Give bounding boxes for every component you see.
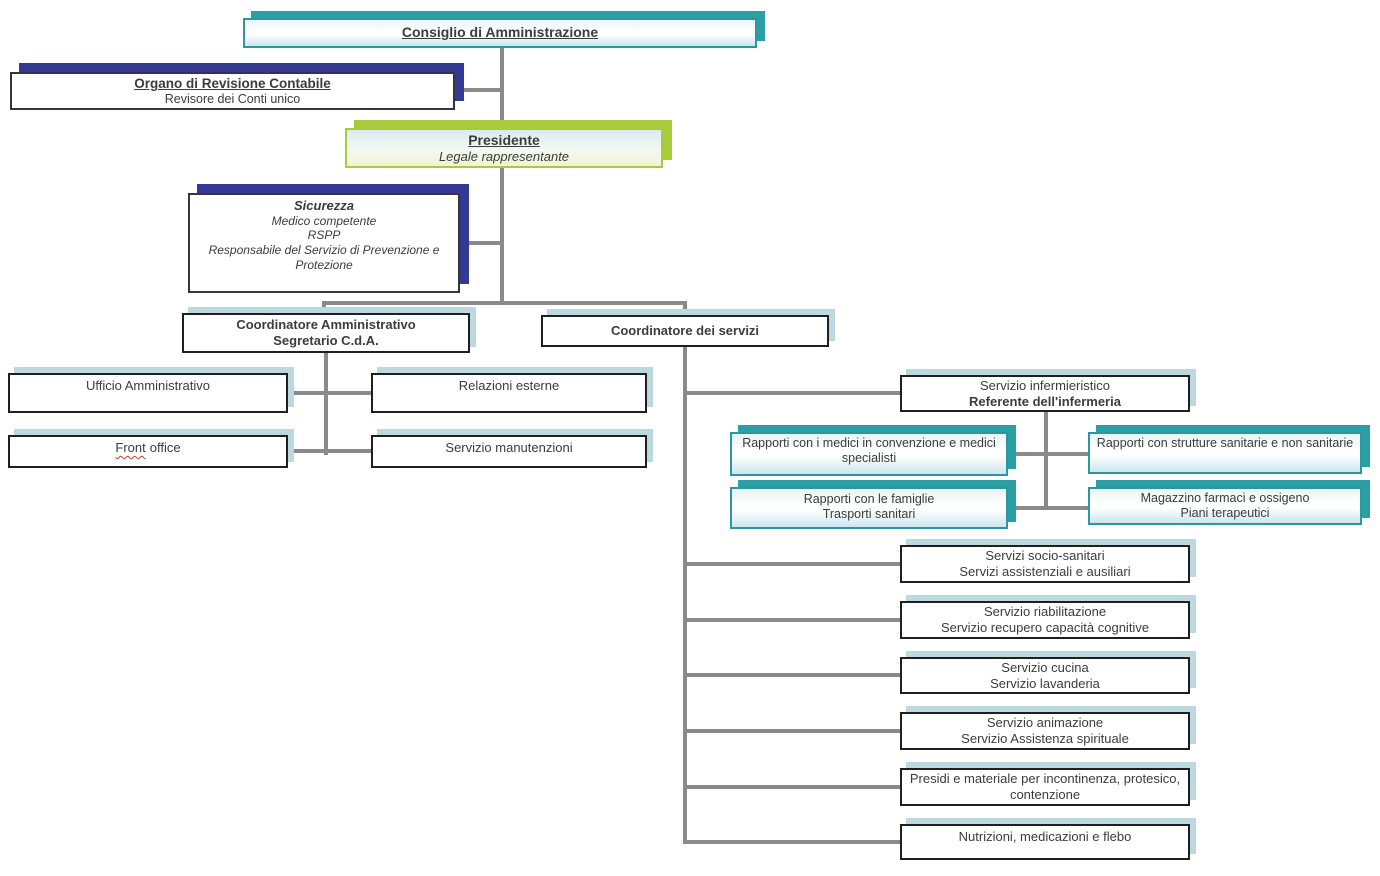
node-coordinatore-amministrativo — [182, 313, 470, 353]
node-line: Servizio infermieristico — [979, 378, 1111, 393]
node-title: Nutrizioni, medicazioni e flebo — [958, 829, 1132, 844]
connector-branch-nutrizioni — [683, 840, 900, 844]
node-subtitle: Revisore dei Conti unico — [164, 92, 301, 107]
node-subtitle: Legale rappresentante — [438, 148, 570, 164]
node-line: Trasporti sanitari — [822, 507, 916, 522]
node-line: Servizio animazione — [986, 715, 1104, 730]
node-line: Servizi socio-sanitari — [985, 548, 1105, 563]
connector-branch-presidi — [683, 785, 900, 789]
node-rapporti-strutture-sanitarie — [1088, 432, 1362, 474]
node-title: Presidi e materiale per incontinenza, protesico, contenzione — [909, 771, 1181, 802]
node-line: Medico competente — [271, 213, 377, 228]
connector-branch-riabilitazione — [683, 618, 900, 622]
node-coordinatore-dei-servizi — [541, 315, 829, 347]
node-line: Servizio recupero capacità cognitive — [940, 619, 1150, 635]
node-front-office — [8, 435, 288, 468]
node-line: Responsabile del Servizio di Prevenzione e Protezione — [208, 243, 440, 272]
node-presidi-materiale — [900, 768, 1190, 806]
node-presidente — [345, 128, 663, 168]
connector-amministrativo-trunk — [324, 353, 328, 455]
connector-split-horizontal — [322, 301, 687, 305]
connector-branch-socio-sanitari — [683, 562, 900, 566]
node-line: Referente dell'infermeria — [969, 393, 1121, 409]
node-sicurezza — [188, 193, 460, 293]
node-rapporti-famiglie — [730, 487, 1008, 529]
node-line: Servizio cucina — [1001, 660, 1089, 675]
node-title: Organo di Revisione Contabile — [134, 76, 331, 91]
node-nutrizioni — [900, 824, 1190, 860]
node-title: Presidente — [468, 131, 540, 148]
node-servizio-cucina — [900, 657, 1190, 694]
node-line: Magazzino farmaci e ossigeno — [1140, 491, 1310, 505]
connector-amm-row1 — [288, 391, 372, 395]
connector-sicurezza-trunk — [460, 241, 504, 245]
connector-branch-animazione — [683, 729, 900, 733]
connector-cluster-row1 — [1008, 452, 1088, 456]
node-line: Coordinatore Amministrativo — [236, 317, 416, 333]
node-consiglio-di-amministrazione — [243, 18, 757, 48]
node-magazzino-farmaci — [1088, 487, 1362, 525]
node-title: Consiglio di Amministrazione — [401, 24, 599, 41]
node-line: Segretario C.d.A. — [273, 333, 379, 348]
node-title: Ufficio Amministrativo — [85, 378, 210, 393]
node-line: Rapporti con le famiglie — [803, 492, 935, 506]
connector-amm-row2 — [288, 449, 372, 453]
node-line: Servizio riabilitazione — [983, 604, 1107, 619]
node-line: Servizio Assistenza spirituale — [961, 730, 1129, 746]
node-relazioni-esterne — [371, 373, 647, 413]
connector-cluster-row2 — [1008, 506, 1088, 510]
node-organo-revisione-contabile — [10, 72, 455, 110]
connector-presidente-split — [500, 166, 504, 305]
connector-infermeria-cluster — [1044, 412, 1048, 510]
node-line: Servizio lavanderia — [990, 675, 1100, 691]
connector-split-hook-right — [683, 301, 687, 315]
node-title: Coordinatore dei servizi — [610, 323, 760, 339]
node-title-word: office — [149, 440, 181, 455]
node-servizio-animazione — [900, 712, 1190, 750]
node-title-misspelled-word: Front — [115, 440, 146, 455]
node-servizio-riabilitazione — [900, 601, 1190, 639]
node-servizi-socio-sanitari — [900, 545, 1190, 583]
node-line: Piani terapeutici — [1180, 506, 1270, 521]
connector-branch-cucina — [683, 673, 900, 677]
node-ufficio-amministrativo — [8, 373, 288, 413]
node-title: Servizio manutenzioni — [445, 440, 573, 455]
connector-organo-trunk — [455, 88, 504, 92]
node-title: Rapporti con strutture sanitarie e non sanitarie — [1096, 436, 1354, 450]
node-line: RSPP — [307, 228, 341, 243]
node-title: Relazioni esterne — [458, 378, 560, 393]
node-title: Sicurezza — [294, 198, 354, 213]
connector-servizi-trunk — [683, 347, 687, 844]
node-servizio-manutenzioni — [371, 435, 647, 468]
node-servizio-infermieristico — [900, 375, 1190, 412]
node-rapporti-medici-convenzione — [730, 432, 1008, 476]
connector-branch-infermieristico — [683, 391, 900, 395]
node-line: Servizi assistenziali e ausiliari — [959, 563, 1131, 579]
node-title: Rapporti con i medici in convenzione e medici specialisti — [742, 436, 996, 466]
